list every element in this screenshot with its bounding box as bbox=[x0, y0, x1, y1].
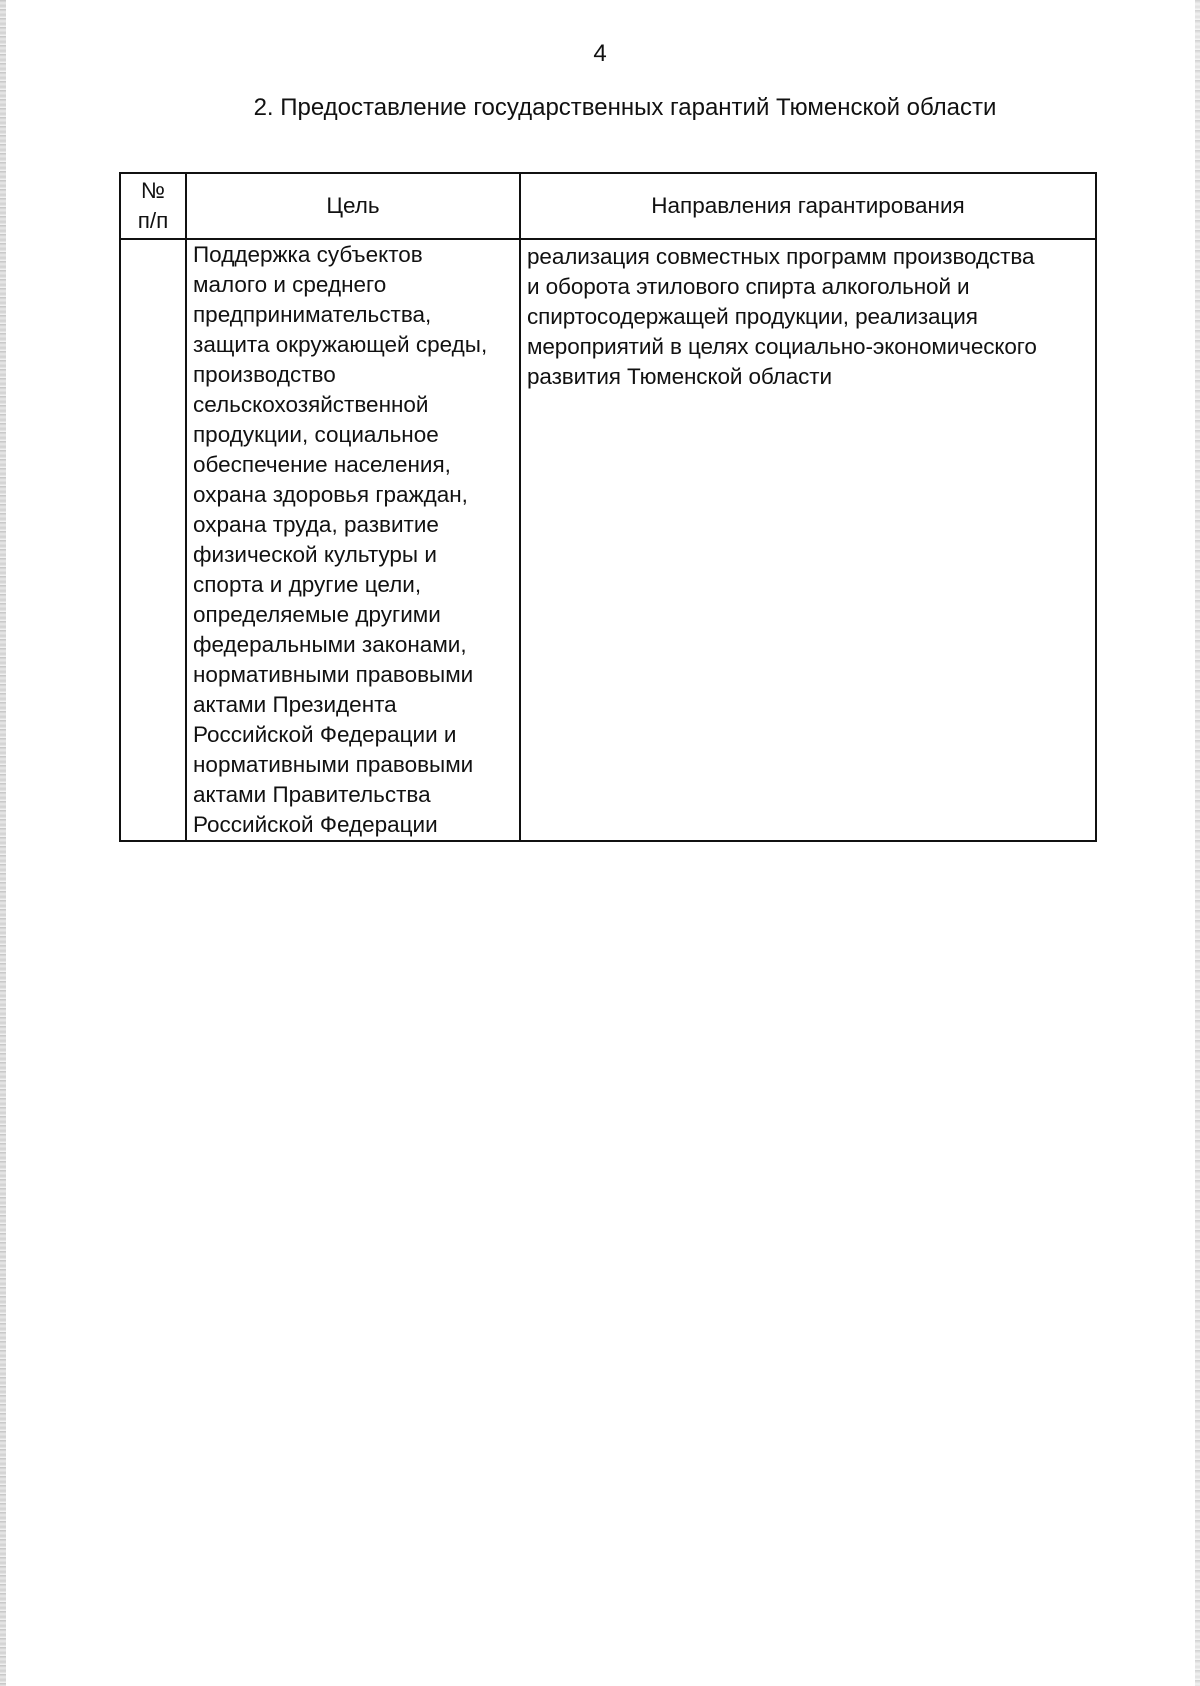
direction-line: развития Тюменской области bbox=[527, 364, 832, 389]
column-header-number-line1: № bbox=[140, 178, 166, 203]
goal-line: актами Правительства bbox=[193, 782, 431, 807]
scan-edge-right bbox=[1195, 0, 1200, 1686]
direction-line: мероприятий в целях социально-экономического bbox=[527, 334, 1037, 359]
column-header-direction: Направления гарантирования bbox=[520, 173, 1096, 239]
goal-line: обеспечение населения, bbox=[193, 452, 451, 477]
goal-line: определяемые другими bbox=[193, 602, 441, 627]
goal-line: охрана труда, развитие bbox=[193, 512, 439, 537]
row-number-cell bbox=[120, 239, 186, 841]
goal-line: защита окружающей среды, bbox=[193, 332, 488, 357]
column-header-number-line2: п/п bbox=[137, 208, 169, 233]
goal-line: Российской Федерации и bbox=[193, 722, 457, 747]
goal-cell bbox=[186, 239, 520, 841]
goal-line: производство bbox=[193, 362, 336, 387]
goal-line: предпринимательства, bbox=[193, 302, 432, 327]
scan-edge-left bbox=[0, 0, 6, 1686]
page-number: 4 bbox=[593, 40, 607, 67]
goal-line: сельскохозяйственной bbox=[193, 392, 429, 417]
goal-line: Поддержка субъектов bbox=[193, 242, 423, 267]
guarantees-table bbox=[119, 172, 1097, 842]
column-header-goal: Цель bbox=[186, 173, 520, 239]
column-header-number bbox=[120, 173, 186, 239]
direction-line: и оборота этилового спирта алкогольной и bbox=[527, 274, 970, 299]
goal-line: малого и среднего bbox=[193, 272, 387, 297]
section-heading: 2. Предоставление государственных гарантий Тюменской области bbox=[253, 94, 997, 121]
direction-cell bbox=[520, 239, 1096, 841]
goal-line: охрана здоровья граждан, bbox=[193, 482, 468, 507]
goal-line: спорта и другие цели, bbox=[193, 572, 422, 597]
table-row bbox=[120, 239, 1096, 841]
table-header-row bbox=[120, 173, 1096, 239]
goal-line: нормативными правовыми bbox=[193, 752, 474, 777]
goal-line: продукции, социальное bbox=[193, 422, 439, 447]
goal-line: физической культуры и bbox=[193, 542, 437, 567]
goal-line: Российской Федерации bbox=[193, 812, 438, 837]
goal-line: актами Президента bbox=[193, 692, 397, 717]
goal-line: федеральными законами, bbox=[193, 632, 467, 657]
direction-line: реализация совместных программ производства bbox=[527, 244, 1035, 269]
goal-line: нормативными правовыми bbox=[193, 662, 474, 687]
direction-line: спиртосодержащей продукции, реализация bbox=[527, 304, 978, 329]
